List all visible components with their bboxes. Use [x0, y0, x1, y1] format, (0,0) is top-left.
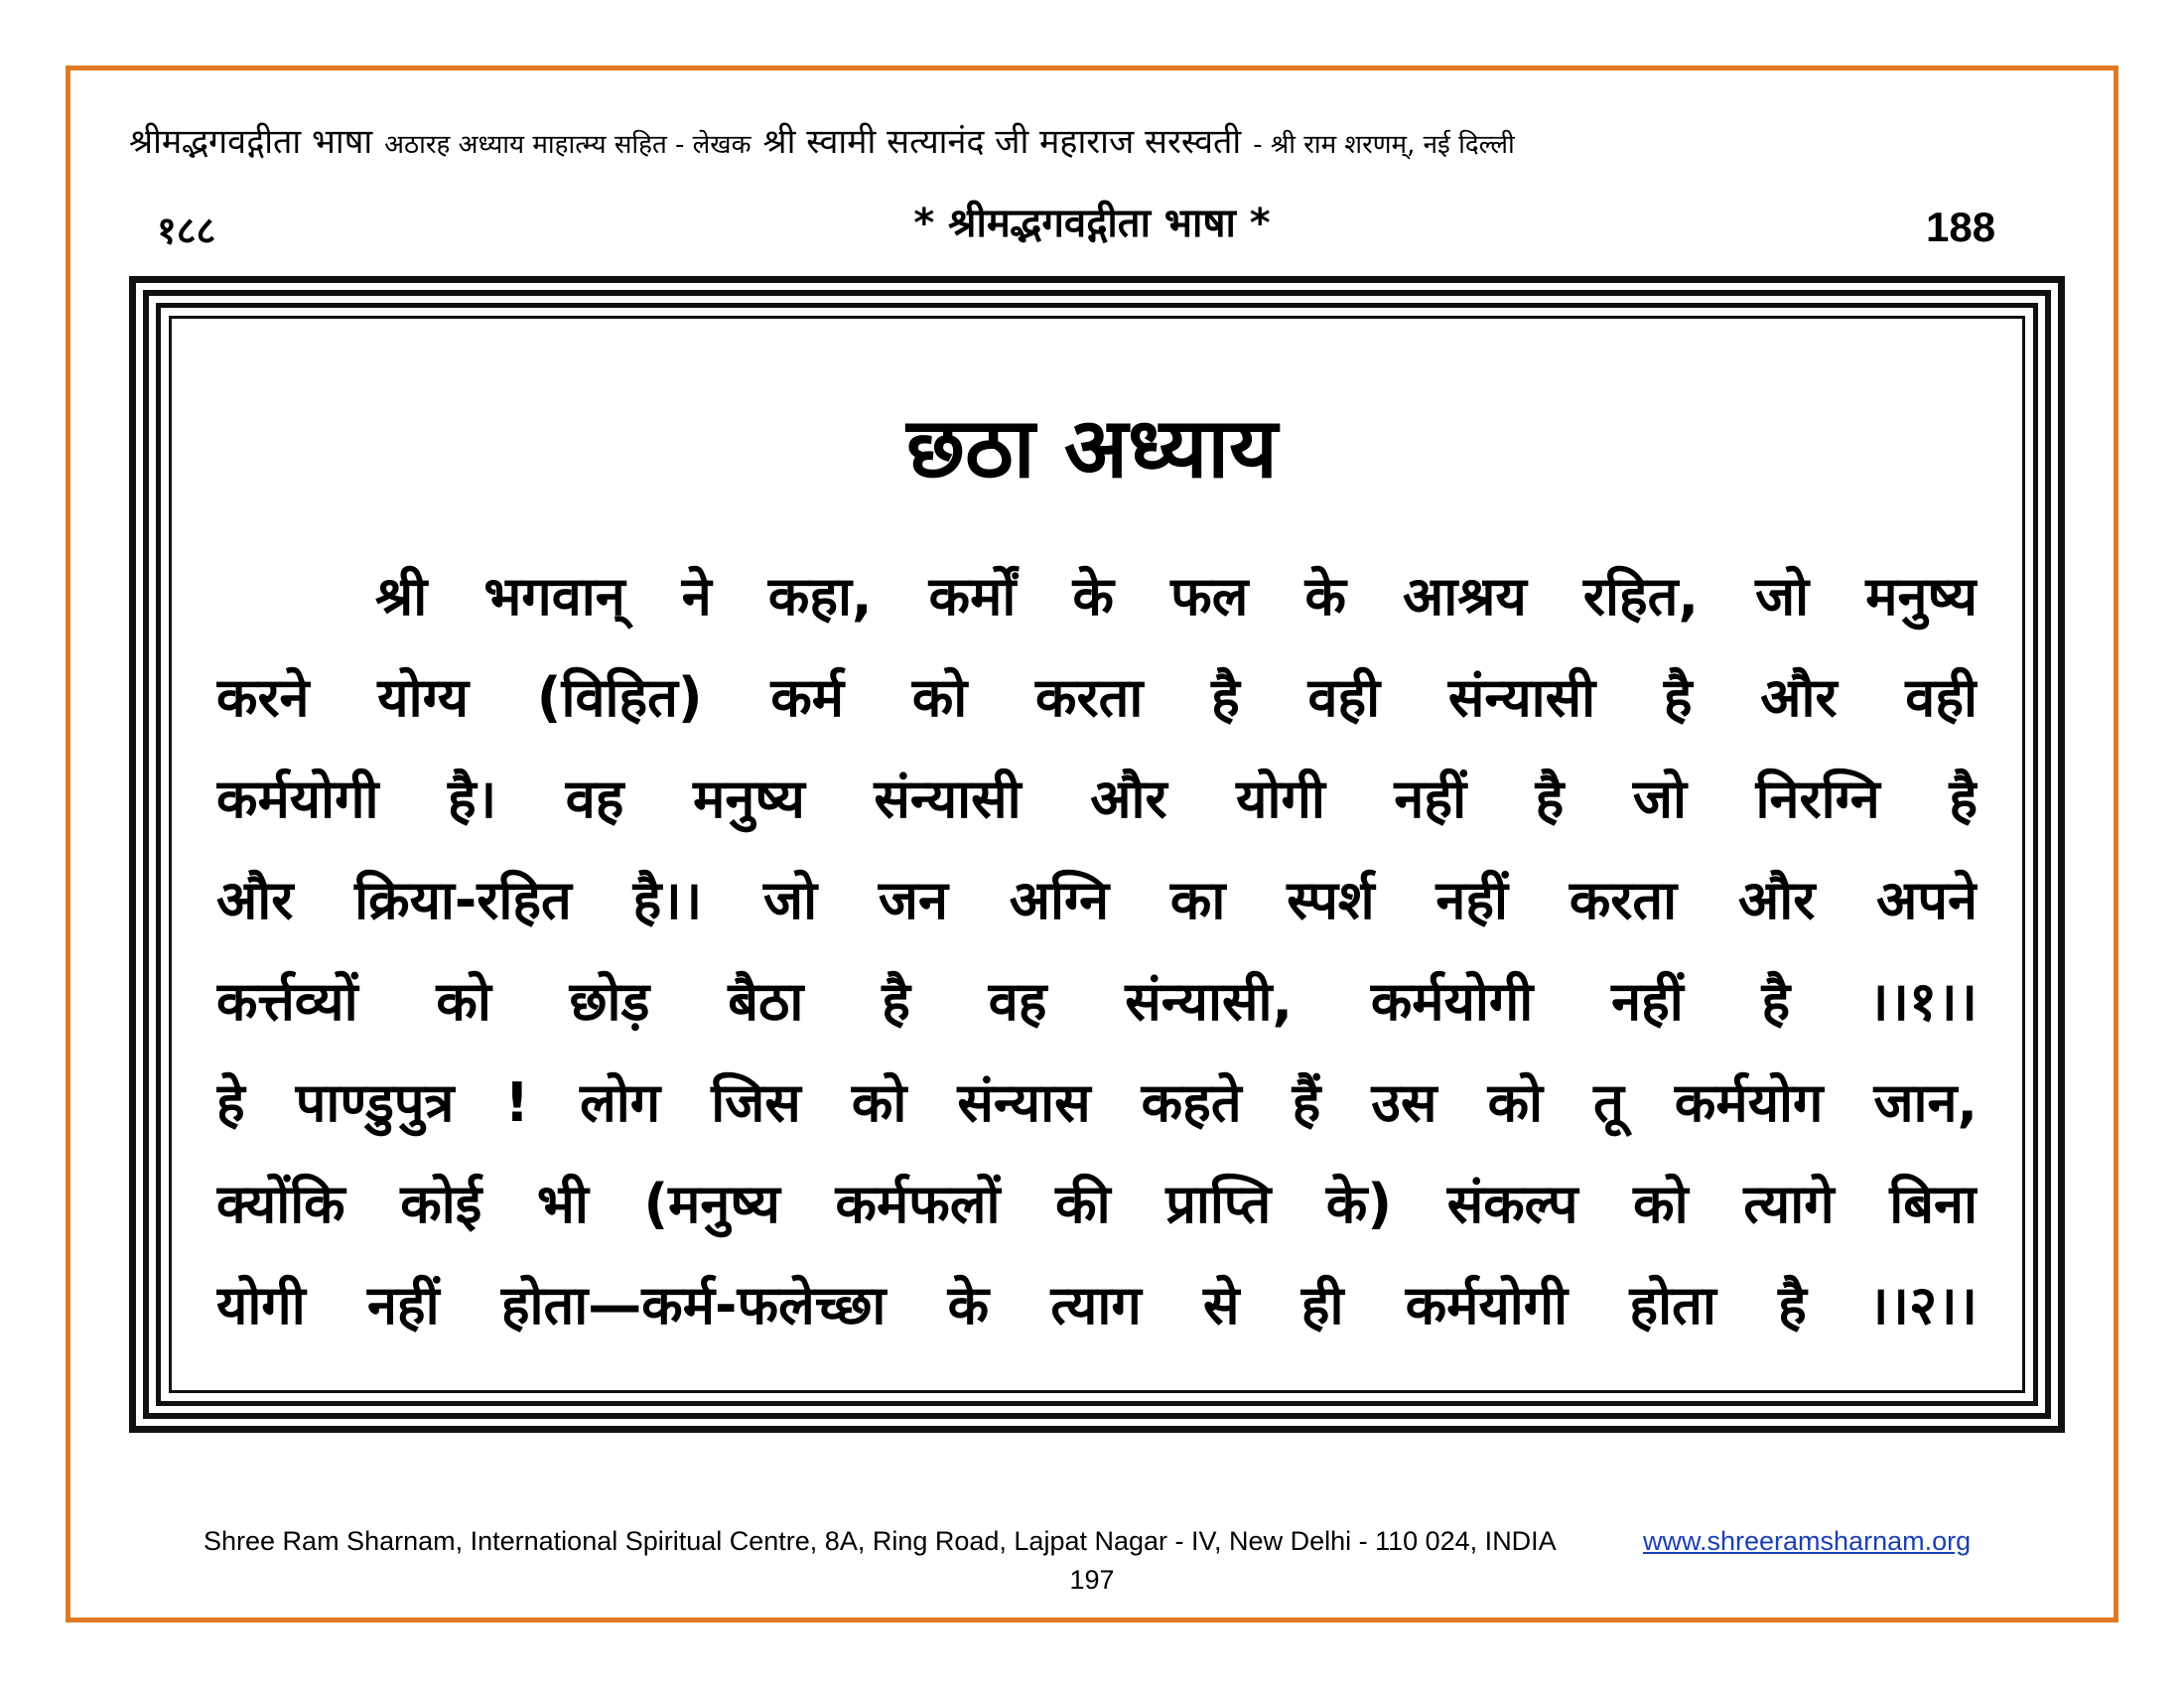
header-subtitle: अठारह अध्याय माहात्म्य सहित - लेखक: [384, 130, 751, 160]
page-number: 188: [1926, 204, 1996, 250]
verse-text: [216, 546, 1978, 1356]
verse-line: क्योंकि कोई भी (मनुष्य कर्मफलों की प्राप्ति के) संकल्प को त्यागे बिना: [216, 1173, 1978, 1235]
book-title: श्रीमद्भगवद्गीता भाषा: [129, 122, 373, 162]
footer-page-number: 197: [1069, 1565, 1115, 1595]
page-number-hindi: १८८: [157, 209, 216, 252]
verse-line: कर्मयोगी है। वह मनुष्य संन्यासी और योगी नहीं है जो निरग्नि है: [216, 768, 1978, 830]
footer-address: Shree Ram Sharnam, International Spiritual Centre, 8A, Ring Road, Lajpat Nagar - IV, New Delhi - 110 024, INDIA: [204, 1526, 1557, 1556]
verse-line: हे पाण्डुपुत्र ! लोग जिस को संन्यास कहते हैं उस को तू कर्मयोग जान,: [216, 1071, 1978, 1134]
running-title: * श्रीमद्भगवद्गीता भाषा *: [913, 201, 1271, 246]
verse-line: करने योग्य (विहित) कर्म को करता है वही संन्यासी है और वही: [216, 666, 1978, 729]
document-header: [129, 117, 2065, 163]
verse-line: श्री भगवान् ने कहा, कर्मों के फल के आश्रय रहित, जो मनुष्य: [375, 565, 1978, 628]
header-author: श्री स्वामी सत्यानंद जी महाराज सरस्वती: [762, 122, 1242, 162]
chapter-title: छठा अध्याय: [906, 399, 1278, 496]
verse-line: कर्त्तव्यों को छोड़ बैठा है वह संन्यासी, कर्मयोगी नहीं है ।।१।।: [216, 970, 1978, 1033]
verse-line: और क्रिया-रहित है।। जो जन अग्नि का स्पर्श नहीं करता और अपने: [216, 869, 1978, 931]
verse-line: योगी नहीं होता—कर्म-फलेच्छा के त्याग से ही कर्मयोगी होता है ।।२।।: [216, 1274, 1978, 1336]
website-link[interactable]: www.shreeramsharnam.org: [1643, 1526, 1972, 1556]
header-publisher: - श्री राम शरणम्, नई दिल्ली: [1253, 130, 1515, 160]
